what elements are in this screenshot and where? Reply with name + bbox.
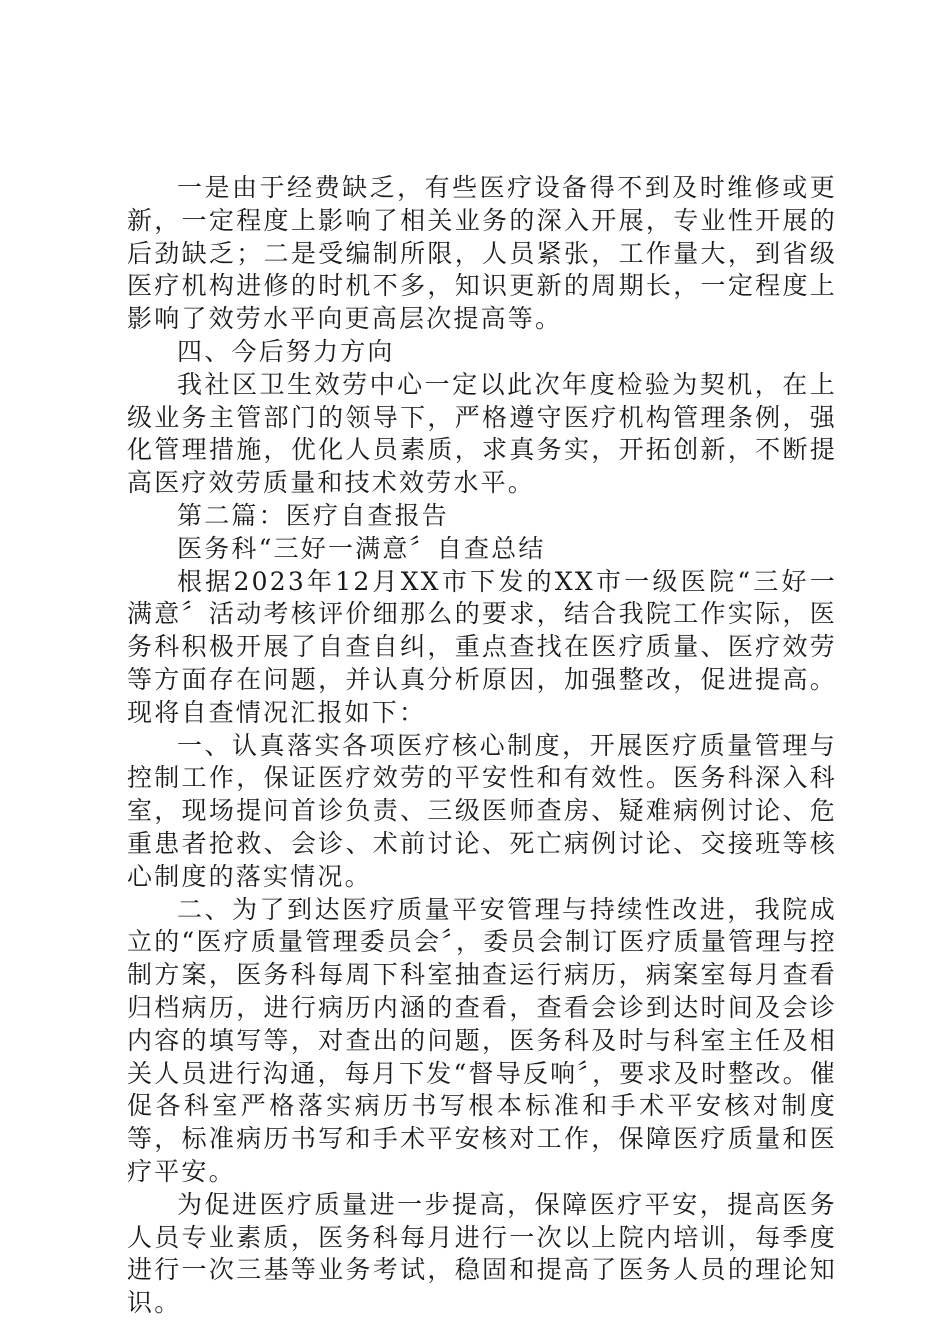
subtitle-summary: 医务科“三好一满意〞自查总结 <box>177 533 546 563</box>
paragraph-future-plan: 我社区卫生效劳中心一定以此次年度检验为契机，在上级业务主管部门的领导下，严格遵守医疗机构管理条例，强化管理措施，优化人员素质，求真务实，开拓创新，不断提高医疗效劳质量和技术效劳水平。 <box>127 369 837 498</box>
document-body <box>127 172 837 1320</box>
paragraph-section-two: 二、为了到达医疗质量平安管理与持续性改进，我院成立的“医疗质量管理委员会〞，委员会制订医疗质量管理与控制方案，医务科每周下科室抽查运行病历，病案室每月查看归档病历，进行病历内涵的查看，查看会诊到达时间及会诊内容的填写等，对查出的问题，医务科及时与科室主任及相关人员进行沟通，每月下发“督导反响〞，要求及时整改。催促各科室严格落实病历书写根本标准和手术平安核对制度等，标准病历书写和手术平安核对工作，保障医疗质量和医疗平安。 <box>127 894 837 1186</box>
paragraph-intro: 根据2023年12月XX市下发的XX市一级医院“三好一满意〞活动考核评价细那么的要求，结合我院工作实际，医务科积极开展了自查自纠，重点查找在医疗质量、医疗效劳等方面存在问题，并认真分析原因，加强整改，促进提高。现将自查情况汇报如下： <box>127 566 837 727</box>
paragraph-funding-issues: 一是由于经费缺乏，有些医疗设备得不到及时维修或更新，一定程度上影响了相关业务的深入开展，专业性开展的后劲缺乏；二是受编制所限，人员紧张，工作量大，到省级医疗机构进修的时机不多，知识更新的周期长，一定程度上影响了效劳水平向更高层次提高等。 <box>127 173 837 334</box>
paragraph-section-one: 一、认真落实各项医疗核心制度，开展医疗质量管理与控制工作，保证医疗效劳的平安性和有效性。医务科深入科室，现场提问首诊负责、三级医师查房、疑难病例讨论、危重患者抢救、会诊、术前讨论、死亡病例讨论、交接班等核心制度的落实情况。 <box>127 730 837 891</box>
chapter-heading-self-inspection: 第二篇：医疗自查报告 <box>177 500 450 530</box>
paragraph-training: 为促进医疗质量进一步提高，保障医疗平安，提高医务人员专业素质，医务科每月进行一次以上院内培训，每季度进行一次三基等业务考试，稳固和提高了医务人员的理论知识。 <box>127 1189 837 1318</box>
section-heading-future-direction: 四、今后努力方向 <box>177 336 395 366</box>
